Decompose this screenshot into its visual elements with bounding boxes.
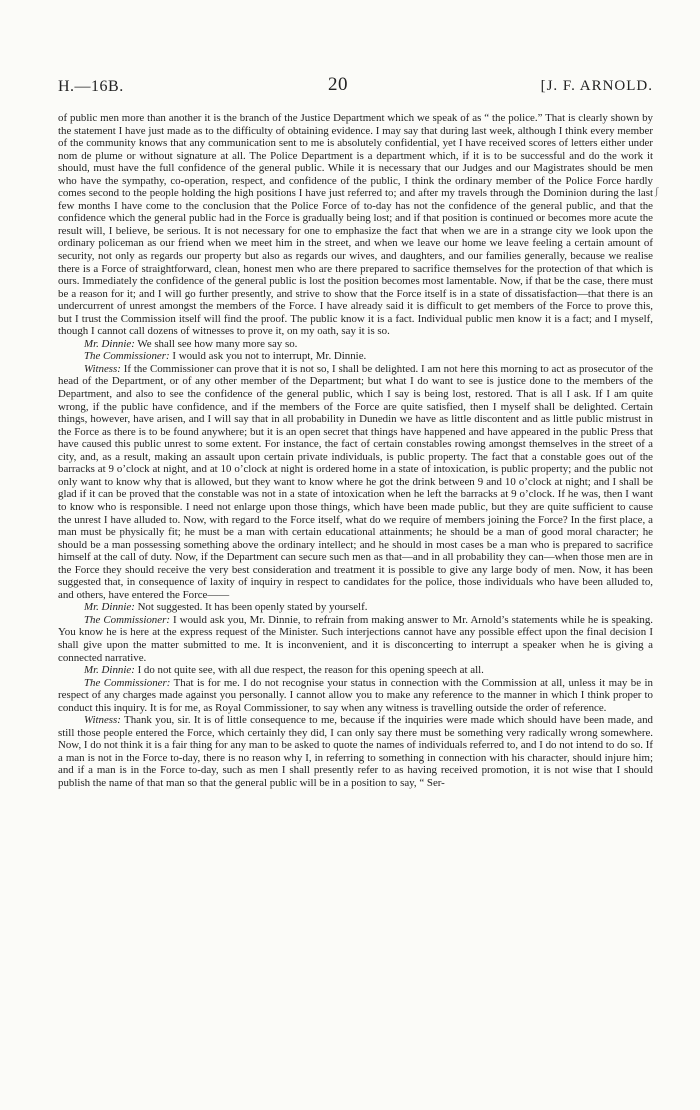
paragraph-text: I would ask you, Mr. Dinnie, to refrain from making answer to Mr. Arnold’s statements while he is speaking. You know he is here at the express request of the Minister. Such interjections cannot have any possible effect upon the final decision I shall give upon the matter submitted to me. It is inconvenient, and it is disconcerting to interrupt a speaker when he is giving a connected narrative. <box>58 613 653 664</box>
paragraph-text: We shall see how many more say so. <box>137 337 298 350</box>
paragraph-text: I do not quite see, with all due respect, the reason for this opening speech at all. <box>137 664 484 677</box>
paragraph <box>58 601 653 614</box>
speaker-label: The Commissioner: <box>84 613 170 626</box>
speaker-label: Mr. Dinnie: <box>84 337 135 350</box>
paragraph <box>58 363 653 601</box>
speaker-label: Witness: <box>84 714 121 727</box>
speaker-label: Witness: <box>84 362 121 375</box>
speaker-label: Mr. Dinnie: <box>84 664 135 677</box>
page-number: 20 <box>328 74 348 95</box>
paragraph-text: That is for me. I do not recognise your status in connection with the Commission at all, unless it may be in respect of any charges made against you personally. I cannot allow you to make any reference to the manner in which I think proper to conduct this inquiry. It is for me, as Royal Commissioner, to say when any witness is travelling outside the order of reference. <box>58 676 653 714</box>
page-header <box>58 70 653 96</box>
document-body <box>58 112 653 790</box>
paragraph <box>58 350 653 363</box>
witness-name: [J. F. ARNOLD. <box>540 78 653 94</box>
paragraph <box>58 338 653 351</box>
speaker-label: The Commissioner: <box>84 350 170 363</box>
paragraph <box>58 614 653 664</box>
document-reference: H.—16B. <box>58 78 124 95</box>
paragraph-text: Not suggested. It has been openly stated by yourself. <box>137 601 368 614</box>
paragraph-text: I would ask you not to interrupt, Mr. Dinnie. <box>172 350 367 363</box>
paragraph <box>58 677 653 715</box>
paragraph <box>58 714 653 789</box>
speaker-label: The Commissioner: <box>84 676 171 689</box>
paragraph <box>58 664 653 677</box>
paragraph-text: of public men more than another it is the branch of the Justice Department which we speak of as “ the police.” That is clearly shown by the statement I have just made as to the difficulty of obtaining evidence. I may say that during last week, although I think every member of the community knows that any communication sent to me is absolutely confidential, yet I have received scores of letters either under nom de plume or without signature at all. The Police Department is a department which, if it is to be successful and do the work it should, must have the full confidence of the general public. While it is necessary that our Judges and our Magistrates should be men who have the sympathy, co-operation, respect, and confidence of the public, I think the ordinary member of the Police Force hardly comes second to the people holding the high positions I have just referred to; and after my travels through the Dominion during the last few months I have come to the conclusion that the Police Force of to-day has not the confidence of the general public, and that the confidence which the general public had in the Force is gradually being lost; and if that position is continued or becomes more acute the result will, I believe, be serious. It is not necessary for one to emphasize the fact that when we are in a strange city we look upon the ordinary policeman as our friend when we meet him in the street, and when we leave our home we leave feeling a certain amount of security, not only as regards our property but also as regards our wives, and daughters, and our families generally, because we realise there is a Force of straightforward, clean, honest men who are there prepared to sacrifice themselves for the protection of that which is ours. Immediately the confidence of the general public is lost the position becomes most lamentable. Now, if that be the case, there must be a reason for it; and I will go further presently, and strive to show that the Force itself is in a state of dissatisfaction—that there is an undercurrent of unrest amongst the members of the Force. I have already said it is difficult to get members of the Force to prove this, but I trust the Commission itself will find the proof. The public know it is a fact. Individual public men know it is a fact; and I myself, though I cannot call dozens of witnesses to prove it, on my oath, say it is so. <box>58 112 653 338</box>
margin-mark: ʃ <box>655 186 659 197</box>
paragraph <box>58 112 653 338</box>
paragraph-text: If the Commissioner can prove that it is not so, I shall be delighted. I am not here this morning to act as prosecutor of the head of the Department, or of any other member of the Department; but what I do want to see is justice done to the members of the Department, and also to see the confidence of the general public, which I say is being lost, restored. That is all I ask. If I am quite wrong, if the public have confidence, and if the members of the Force are quite satisfied, then I myself shall be delighted. Certain things, however, have arisen, and I will say that in all probability in Dunedin we have as little discontent and as little public mistrust in the Force as there is to be found anywhere; but it is an open secret that things have happened and have appeared in the public Press that have caused this public unrest to some extent. For instance, the fact of certain constables rowing amongst themselves in the street of a city, and, as a result, making an assault upon certain private individuals, is public property. The fact that a constable goes out of the barracks at 9 o’clock at night, and at 10 o’clock at night is ordered home in a state of intoxication, is public property; and the public not only want to know why that is allowed, but they want to know where he got the drink between 9 and 10 o’clock at night; and I shall be glad if it can be proved that the constable was not in a state of intoxication when he left the barracks at 9 o’clock. If he was, then I want to know who is responsible. I need not enlarge upon those things, which have been made public, but they are quite sufficient to cause the unrest I have alluded to. Now, with regard to the Force itself, what do we require of members joining the Force? In the first place, a man must be physically fit; he must be a man with certain educational attainments; he should be a man of good moral character; he should be a man possessing something above the ordinary intellect; and he should in most cases be a man who is prepared to sacrifice himself at the call of duty. Now, if the Department can secure such men as that—and in all probability they can—when those men are in the Force they should receive the very best consideration and treatment it is possible to give any large body of men. Now, it has been suggested that, in consequence of laxity of inquiry in respect to candidates for the police, those individuals who have been alluded to, and others, have entered the Force—— <box>58 362 653 601</box>
speaker-label: Mr. Dinnie: <box>84 601 135 614</box>
paragraph-text: Thank you, sir. It is of little consequence to me, because if the inquiries were made which should have been made, and still those people entered the Force, which certainly they did, I can only say there must be something very radically wrong somewhere. Now, I do not think it is a fair thing for any man to be asked to quote the names of individuals referred to, and I do not intend to do so. If a man is not in the Force to-day, there is no reason why I, in referring to something in connection with his character, should injure him; and if a man is in the Force to-day, such as men I shall presently refer to as having received promotion, it is not wise that I should publish the name of that man so that the general public will be in a position to say, “ Ser- <box>58 714 653 789</box>
